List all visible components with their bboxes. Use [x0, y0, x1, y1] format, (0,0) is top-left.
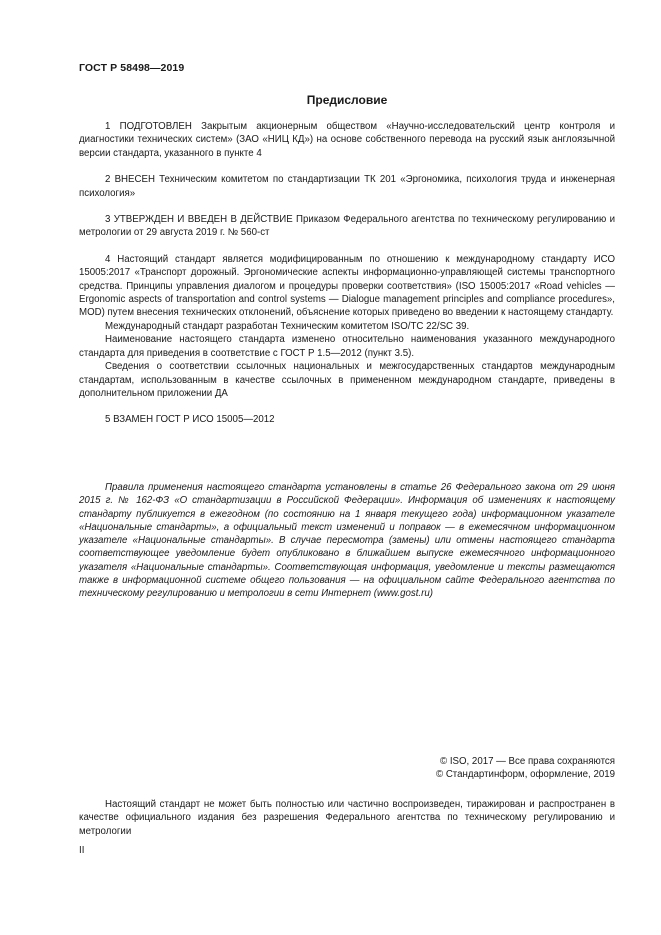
foreword-item-4-name-change: Наименование настоящего стандарта изменено относительно наименования указанного международного стандарта для приведения в соответствие с ГОСТ Р 1.5—2012 (пункт 3.5). — [79, 334, 615, 359]
page-number: II — [79, 845, 85, 856]
foreword-title: Предисловие — [306, 93, 388, 107]
document-code: ГОСТ Р 58498—2019 — [79, 62, 185, 74]
application-rules-notice: Правила применения настоящего стандарта установлены в статье 26 Федерального закона от 29 июня 2015 г. № 162-ФЗ «О стандартизации в Российской Федерации». Информация об изменениях к настоящему стандарту публикуется в ежегодном (по состоянию на 1 января текущего года) информационном указателе «Национальные стандарты», а официальный текст изменений и поправок — в ежемесячном информационном указателе «Национальные стандарты». В случае пересмотра (замены) или отмены настоящего стандарта соответствующее уведомление будет опубликовано в ближайшем выпуске ежемесячного информационного указателя «Национальные стандарты». Соответствующая информация, уведомление и тексты размещаются также в информационной системе общего пользования — на официальном сайте Федерального агентства по техническому регулированию и метрологии в сети Интернет (www.gost.ru) — [79, 482, 615, 600]
foreword-body — [79, 120, 615, 427]
foreword-item-4-tc: Международный стандарт разработан Техническим комитетом ISO/TC 22/SC 39. — [105, 320, 470, 332]
copyright-block — [436, 755, 615, 782]
reprint-notice: Настоящий стандарт не может быть полностью или частично воспроизведен, тиражирован и распространен в качестве официального издания без разрешения Федерального агентства по техническому регулированию и метрологии — [79, 799, 615, 837]
foreword-item-2: 2 ВНЕСЕН Техническим комитетом по стандартизации ТК 201 «Эргономика, психология труда и инженерная психология» — [79, 174, 615, 199]
foreword-item-3: 3 УТВЕРЖДЕН И ВВЕДЕН В ДЕЙСТВИЕ Приказом Федерального агентства по техническому регулированию и метрологии от 29 августа 2019 г. № 560-ст — [79, 214, 615, 239]
foreword-item-4: 4 Настоящий стандарт является модифицированным по отношению к международному стандарту ИСО 15005:2017 «Транспорт дорожный. Эргономические аспекты информационно-управляющей системы транспортного средства. Принципы управления диалогом и процедуры проверки соответствия» (ISO 15005:2017 «Road vehicles — Ergonomic aspects of transportation and control systems — Dialogue management principles and compliance procedures», MOD) путем внесения технических отклонений, объяснение которых приведено во введении к настоящему стандарту. — [79, 253, 615, 319]
foreword-item-5: 5 ВЗАМЕН ГОСТ Р ИСО 15005—2012 — [105, 414, 275, 426]
foreword-item-1: 1 ПОДГОТОВЛЕН Закрытым акционерным обществом «Научно-исследовательский центр контроля и диагностики технических систем» (ЗАО «НИЦ КД») на основе собственного перевода на русский язык англоязычной версии стандарта, указанного в пункте 4 — [79, 121, 615, 159]
foreword-item-4-references: Сведения о соответствии ссылочных национальных и межгосударственных стандартов международным стандартам, использованным в качестве ссылочных в примененном международном стандарте, приведены в дополнительном приложении ДА — [79, 361, 615, 399]
copyright-iso: © ISO, 2017 — Все права сохраняются — [440, 756, 615, 767]
copyright-standartinform: © Стандартинформ, оформление, 2019 — [435, 769, 615, 781]
